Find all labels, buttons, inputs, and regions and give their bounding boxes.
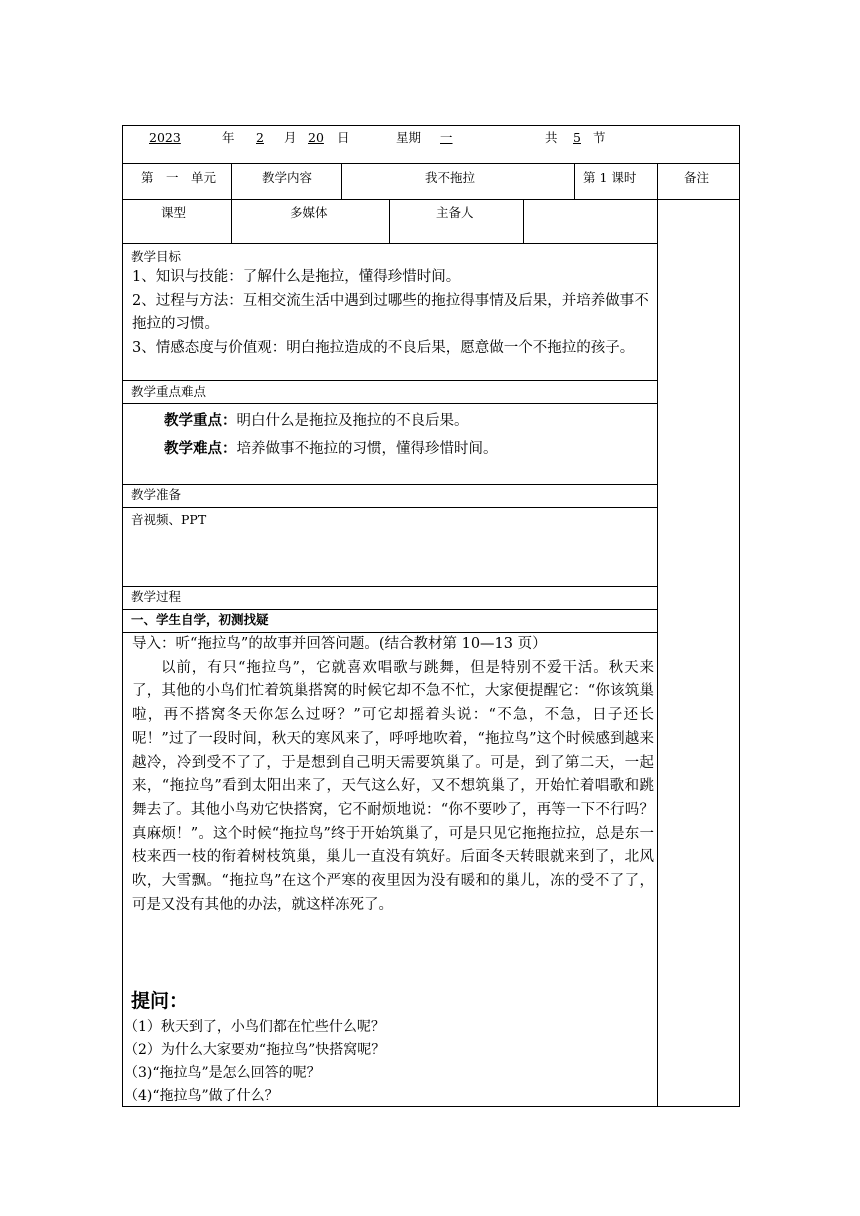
questions-heading: 提问： <box>131 990 189 1012</box>
story-text: 以前，有只“拖拉鸟”，它就喜欢唱歌与跳舞，但是特别不爱干活。秋天来了，其他的小鸟们忙着筑巢搭窝的时候它却不急不忙，大家便提醒它：“你该筑巢啦，再不搭窝冬天你怎么过呀？”可它却摇着头说：“不急，不急，日子还长呢！”过了一段时间，秋天的寒风来了，呼呼地吹着，“拖拉鸟”这个时候感到越来越冷，冷到受不了了，于是想到自己明天需要筑巢了。可是，到了第二天，一起来，“拖拉鸟”看到太阳出来了，天气这么好，又不想筑巢了，开始忙着唱歌和跳舞去了。其他小鸟劝它快搭窝，它不耐烦地说：“你不要吵了，再等一下不行吗？真麻烦！”。这个时候“拖拉鸟”终于开始筑巢了，可是只见它拖拖拉拉，总是东一枝来西一枝的衔着树枝筑巢，巢儿一直没有筑好。后面冬天转眼就来到了，北风吹，大雪飘。“拖拉鸟”在这个严寒的夜里因为没有暖和的巢儿，冻的受不了了，可是又没有其他的办法，就这样冻死了。 <box>132 659 654 913</box>
total-label: 共 <box>545 130 558 145</box>
month-suffix: 月 <box>284 130 297 145</box>
total-suffix: 节 <box>593 130 606 145</box>
objective-item: 1、知识与技能：了解什么是拖拉，懂得珍惜时间。 <box>132 269 461 285</box>
question-item: （1）秋天到了，小鸟们都在忙些什么呢？ <box>124 1019 385 1035</box>
objective-item: 2、过程与方法：互相交流生活中遇到过哪些的拖拉得事情及后果，并培养做事不拖拉的习惯。 <box>132 292 649 333</box>
story-block <box>132 633 654 917</box>
day-value: 20 <box>308 130 324 145</box>
questions-list <box>124 1016 646 1108</box>
objectives-heading: 教学目标 <box>131 249 182 264</box>
lesson-title: 我不拖拉 <box>425 170 476 185</box>
col-divider <box>231 163 232 199</box>
focus-label: 教学重点： <box>164 412 237 429</box>
lesson-number: 第 1 课时 <box>583 170 637 185</box>
process-heading: 教学过程 <box>131 589 182 604</box>
section-heading: 一、学生自学，初测找疑 <box>131 612 269 627</box>
key-points-heading: 教学重点难点 <box>131 384 207 399</box>
year-value: 2023 <box>149 130 181 145</box>
focus-text: 明白什么是拖拉及拖拉的不良后果。 <box>236 413 469 429</box>
difficulty-label: 教学难点： <box>164 440 237 457</box>
month-value: 2 <box>256 130 264 145</box>
weekday-value: 一 <box>440 130 453 145</box>
question-item: （3)“拖拉鸟”是怎么回答的呢？ <box>124 1065 321 1081</box>
row-divider <box>122 484 657 485</box>
lead-preparer-label: 主备人 <box>436 205 474 220</box>
col-divider <box>523 199 524 243</box>
row-divider <box>122 243 657 244</box>
content-label: 教学内容 <box>262 170 313 185</box>
course-type-label: 课型 <box>161 205 187 220</box>
difficulty-text: 培养做事不拖拉的习惯，懂得珍惜时间。 <box>236 441 498 457</box>
weekday-label: 星期 <box>396 130 422 145</box>
question-item: （4)“拖拉鸟”做了什么？ <box>124 1088 279 1104</box>
row-divider <box>122 507 657 508</box>
total-count: 5 <box>573 130 581 145</box>
row-divider <box>122 586 657 587</box>
day-suffix: 日 <box>337 130 350 145</box>
row-divider <box>122 380 657 381</box>
course-type-value: 多媒体 <box>290 205 328 220</box>
col-divider <box>657 163 658 1107</box>
row-divider <box>122 403 657 404</box>
col-divider <box>574 163 575 199</box>
preparation-heading: 教学准备 <box>131 487 182 502</box>
remarks-label: 备注 <box>684 170 710 185</box>
row-divider <box>122 199 740 200</box>
col-divider <box>231 199 232 243</box>
unit-cell: 第 一 单元 <box>141 170 217 185</box>
row-divider <box>122 609 657 610</box>
year-suffix: 年 <box>222 130 235 145</box>
objective-item: 3、情感态度与价值观：明白拖拉造成的不良后果，愿意做一个不拖拉的孩子。 <box>132 340 635 357</box>
question-item: （2）为什么大家要劝“拖拉鸟”快搭窝呢？ <box>124 1042 386 1058</box>
row-divider <box>122 163 740 164</box>
col-divider <box>341 163 342 199</box>
intro-line: 导入：听“拖拉鸟”的故事并回答问题。(结合教材第 10—13 页） <box>132 636 547 652</box>
focus-line <box>164 414 469 429</box>
col-divider <box>389 199 390 243</box>
difficulty-line <box>164 442 498 457</box>
objectives-list <box>132 266 654 361</box>
preparation-text: 音视频、PPT <box>131 512 207 527</box>
